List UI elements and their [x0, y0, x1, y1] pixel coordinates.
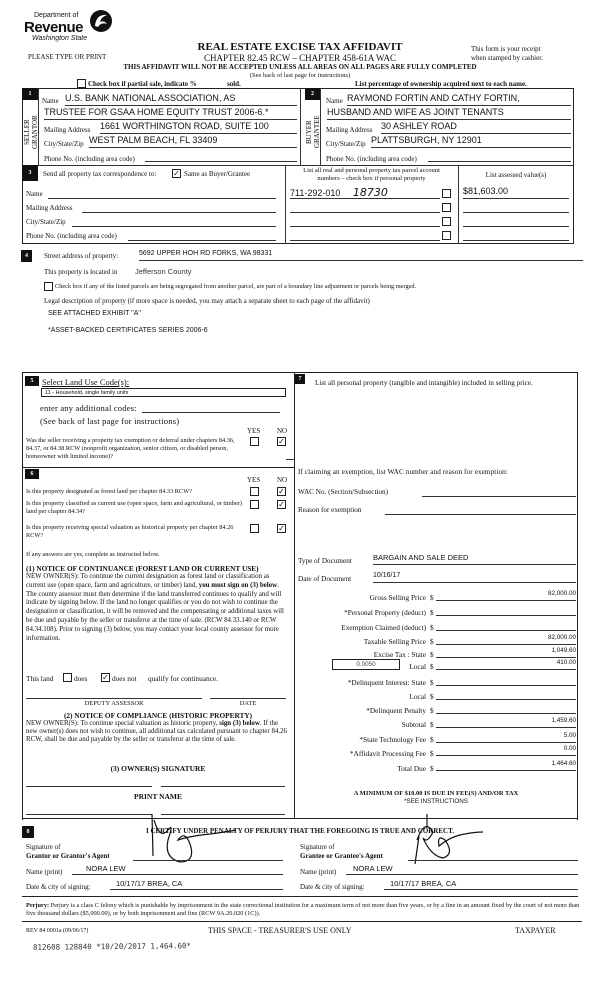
- section-1-number: 1: [22, 88, 38, 100]
- grantee-date-city-input[interactable]: 10/17/17 BREA, CA: [384, 879, 578, 890]
- buyer-name-line-1[interactable]: RAYMOND FORTIN AND CATHY FORTIN,: [347, 93, 571, 106]
- wac-number-label: WAC No. (Section/Subsection): [298, 488, 389, 496]
- section-divider-row: [22, 165, 574, 166]
- same-as-buyer-label: Same as Buyer/Grantee: [184, 170, 251, 178]
- section-divider-1-2: [300, 88, 301, 165]
- parcel-number-input[interactable]: [290, 214, 440, 227]
- corr-phone-input[interactable]: [128, 240, 276, 241]
- form-revision: REV 84 0001a (09/06/17): [26, 928, 89, 934]
- does-label: does: [74, 674, 88, 683]
- grantee-date-city-label: Date & city of signing:: [300, 883, 365, 891]
- grantor-signature-label-2: Grantor or Grantor's Agent: [26, 852, 110, 860]
- corr-city-input[interactable]: [72, 226, 276, 227]
- segregated-parcel-label: Check box if any of the listed parcels are being segregated from another parcel, are part of a boundary line adjustment or parcels being merged.: [55, 283, 417, 290]
- grantee-signature-line[interactable]: [408, 860, 578, 861]
- assessed-value-input[interactable]: [463, 228, 569, 241]
- assessed-value-input[interactable]: [463, 200, 569, 213]
- personal-property-label: List all personal property (tangible and intangible) included in selling price.: [315, 379, 533, 387]
- exemption-claim-label: If claiming an exemption, list WAC number and reason for exemption:: [298, 468, 508, 476]
- section-7-divider-left-tick: [286, 459, 294, 460]
- completion-warning: THIS AFFIDAVIT WILL NOT BE ACCEPTED UNLESS ALL AREAS ON ALL PAGES ARE FULLY COMPLETED: [123, 63, 477, 71]
- tax-line-label: *Delinquent Penalty: [366, 706, 426, 715]
- personal-property-checkbox[interactable]: [442, 189, 451, 198]
- dollar-sign: $: [430, 593, 434, 602]
- handwritten-annotation: 18730: [352, 186, 388, 199]
- parcel-header-1: List all real and personal property tax parcel account: [303, 167, 440, 174]
- section-5-number: 5: [25, 376, 39, 386]
- dollar-sign: $: [430, 662, 434, 671]
- does-qualify-checkbox[interactable]: [63, 673, 72, 682]
- see-back-instructions: (See back of last page for instructions): [249, 72, 351, 79]
- logo-line-state: Washington State: [32, 35, 88, 42]
- tax-line-label: *Delinquent Interest: State: [347, 678, 426, 687]
- buyer-phone-input[interactable]: [428, 150, 571, 162]
- grantee-signature-label-1: Signature of: [300, 843, 335, 851]
- exemption-question: Was the seller receiving a property tax exemption or deferral under chapters 84.36, 84.37, or 84.38 RCW (nonprofit organization, senior citizen, or disabled person, homeowner with limited income)?: [26, 437, 235, 460]
- tax-line-label: Excise Tax : State: [373, 650, 426, 659]
- deputy-assessor-label: DEPUTY ASSESSOR: [84, 700, 144, 707]
- please-type-or-print: PLEASE TYPE OR PRINT: [28, 53, 107, 61]
- dollar-sign: $: [430, 749, 434, 758]
- perjury-notice: Perjury: Perjury is a class C felony which is punishable by imprisonment in the state correctional institution for a maximum term of not more than five years, or by a fine in an amount fixed by the court of not more than five thousand dollars ($5,000.00), or by both imprisonment and fine (RCW 9A.20.020 (1C)).: [26, 902, 580, 917]
- notice-compliance-text: NEW OWNER(S): To continue special valuation as historic property, sign (3) below. If the new owner(s) does not wish to continue, all additional tax calculated pursuant to chapter 84.26 RCW, shall be due and payable by the seller or transferor at the time of sale.: [26, 720, 288, 743]
- assessor-date-line[interactable]: [210, 698, 286, 699]
- delinquent-interest-local-input[interactable]: [436, 689, 576, 700]
- section-divider-5-7: [294, 372, 295, 818]
- seller-name-line-2[interactable]: TRUSTEE FOR GSAA HOME EQUITY TRUST 2006-6.*: [44, 107, 297, 120]
- check-icon: ✓: [278, 524, 285, 533]
- forest-land-no-checkbox[interactable]: [277, 487, 286, 496]
- treasurer-use-only: THIS SPACE - TREASURER'S USE ONLY: [208, 926, 352, 935]
- delinquent-penalty-input[interactable]: [436, 703, 576, 714]
- tax-line-label: Total Due: [397, 764, 426, 773]
- section-2-number: 2: [305, 88, 320, 100]
- dor-logo: [22, 8, 132, 48]
- corr-name-label: Name: [26, 190, 43, 198]
- legal-description-line-1[interactable]: SEE ATTACHED EXHIBIT "A": [48, 310, 141, 317]
- parcel-header-2: numbers – check box if personal property: [317, 175, 426, 182]
- buyer-mailing-label: Mailing Address: [326, 126, 373, 134]
- minimum-fee-note: A MINIMUM OF $10.00 IS DUE IN FEE(S) AND/OR TAX: [353, 790, 519, 797]
- exemption-reason-label: Reason for exemption: [298, 506, 362, 514]
- buyer-city-input[interactable]: PLATTSBURGH, NY 12901: [371, 135, 571, 148]
- dollar-sign: $: [430, 764, 434, 773]
- subtotal-input[interactable]: 1,459.60: [436, 717, 576, 728]
- section-8-top-border: [22, 818, 578, 819]
- section-5-see-back: (See back of last page for instructions): [40, 416, 180, 426]
- current-use-yes-checkbox[interactable]: [250, 500, 259, 509]
- parcel-number-input[interactable]: 711-292-010 18730: [290, 186, 440, 199]
- grantor-name-print-input[interactable]: NORA LEW: [72, 864, 283, 875]
- exemption-no-checkbox[interactable]: [277, 437, 286, 446]
- seller-city-input[interactable]: WEST PALM BEACH, FL 33409: [89, 135, 297, 148]
- corr-city-label: City/State/Zip: [26, 218, 66, 226]
- buyer-name-line-2[interactable]: HUSBAND AND WIFE AS JOINT TENANTS: [327, 107, 571, 120]
- section-8-number: 8: [22, 826, 34, 838]
- seller-city-label: City/State/Zip: [44, 140, 84, 148]
- land-use-select[interactable]: 11 - Household, single family units: [41, 388, 286, 397]
- dollar-sign: $: [430, 678, 434, 687]
- partial-sale-label: Check box if partial sale, indicate %: [88, 80, 197, 88]
- see-instructions-note: *SEE INSTRUCTIONS: [403, 798, 469, 805]
- if-answers-yes-note: If any answers are yes, complete as instructed below.: [26, 551, 160, 558]
- logo-line-revenue: Revenue: [24, 19, 84, 36]
- section-4-number: 4: [21, 250, 32, 262]
- dollar-sign: $: [430, 637, 434, 646]
- this-land-label: This land: [26, 674, 54, 683]
- seller-phone-label: Phone No. (including area code): [44, 155, 135, 163]
- seller-mailing-input[interactable]: 1661 WORTHINGTON ROAD, SUITE 100: [100, 121, 297, 134]
- personal-property-input[interactable]: [300, 400, 570, 440]
- same-as-buyer-checkbox[interactable]: [172, 169, 181, 178]
- buyer-city-label: City/State/Zip: [326, 140, 366, 148]
- section-1-side-label: [23, 108, 37, 156]
- ownership-note: List percentage of ownership acquired next to each name.: [355, 80, 527, 88]
- taxable-selling-price-input[interactable]: 82,000.00: [436, 634, 576, 645]
- dollar-sign: $: [430, 623, 434, 632]
- street-address-input[interactable]: 5692 UPPER HOH RD FORKS, WA 98331: [139, 250, 583, 261]
- delinquent-interest-state-input[interactable]: [436, 675, 576, 686]
- parcel-number-input[interactable]: [290, 228, 440, 241]
- personal-property-deduct-input[interactable]: [436, 605, 576, 616]
- state-technology-fee-input[interactable]: 5.00: [436, 732, 576, 743]
- check-icon: ✓: [102, 673, 109, 682]
- form-subtitle: CHAPTER 82.45 RCW – CHAPTER 458-61A WAC: [204, 53, 396, 63]
- legal-description-label: Legal description of property (if more space is needed, you may attach a separate sheet to each page of the affidavit): [44, 297, 370, 305]
- print-name-label: PRINT NAME: [134, 792, 182, 801]
- owner-signature-title: (3) OWNER(S) SIGNATURE: [110, 764, 206, 773]
- located-in-label: This property is located in: [44, 268, 118, 276]
- deputy-assessor-line[interactable]: [26, 698, 202, 699]
- seller-phone-input[interactable]: [145, 150, 297, 162]
- affidavit-processing-fee-input[interactable]: 0.00: [436, 745, 576, 756]
- tax-line-label: Taxable Selling Price: [363, 637, 426, 646]
- taxpayer-copy-label: TAXPAYER: [515, 926, 556, 935]
- total-due-input[interactable]: 1,464.60: [436, 760, 576, 771]
- corr-mailing-label: Mailing Address: [26, 204, 73, 212]
- forest-land-yes-checkbox[interactable]: [250, 487, 259, 496]
- street-address-label: Street address of property:: [44, 252, 119, 260]
- personal-property-checkbox[interactable]: [442, 203, 451, 212]
- historic-no-checkbox[interactable]: [277, 524, 286, 533]
- current-use-no-checkbox[interactable]: [277, 500, 286, 509]
- section-6-no-header: NO: [277, 476, 288, 484]
- county-value[interactable]: Jefferson County: [135, 267, 192, 276]
- tax-line-label: *Affidavit Processing Fee: [349, 749, 426, 758]
- tax-line-label: Gross Selling Price: [369, 593, 426, 602]
- tax-line-label: Local: [409, 662, 426, 671]
- assessed-value-input[interactable]: $81,603.00: [463, 186, 569, 199]
- buyer-phone-label: Phone No. (including area code): [326, 155, 417, 163]
- check-icon: ✓: [278, 437, 285, 446]
- assessor-date-label: DATE: [239, 700, 257, 707]
- section-5-yes-header: YES: [247, 427, 261, 435]
- seller-mailing-label: Mailing Address: [44, 126, 91, 134]
- does-not-label: does not: [112, 674, 137, 683]
- qualify-label: qualify for continuance.: [148, 674, 218, 683]
- legal-description-line-2[interactable]: *ASSET-BACKED CERTIFICATES SERIES 2006-6: [48, 327, 208, 334]
- gross-selling-price-input[interactable]: 82,000.00: [436, 590, 576, 601]
- document-type-input[interactable]: BARGAIN AND SALE DEED: [373, 553, 576, 565]
- tax-line-label: *State Technology Fee: [359, 735, 426, 744]
- buyer-label: BUYER: [305, 120, 313, 144]
- partial-sale-sold: sold.: [227, 80, 241, 88]
- print-name-line-1[interactable]: [26, 814, 152, 815]
- grantor-date-city-label: Date & city of signing:: [26, 883, 91, 891]
- partial-sale-checkbox[interactable]: [77, 79, 86, 88]
- grantor-date-city-input[interactable]: 10/17/17 BREA, CA: [110, 879, 283, 890]
- tax-line-label: Exemption Claimed (deduct): [341, 623, 426, 632]
- section-8-bottom-border: [22, 896, 578, 897]
- section-6-number: 6: [25, 469, 39, 479]
- document-date-input[interactable]: 10/16/17: [373, 572, 576, 583]
- logo-line-department: Department of: [34, 12, 79, 19]
- grantee-label: GRANTEE: [313, 115, 321, 149]
- additional-codes-label: enter any additional codes:: [40, 403, 137, 413]
- buyer-mailing-input[interactable]: 30 ASHLEY ROAD: [381, 121, 571, 134]
- land-use-label: Select Land Use Code(s):: [42, 377, 130, 387]
- dollar-sign: $: [430, 706, 434, 715]
- seller-name-line-1[interactable]: U.S. BANK NATIONAL ASSOCIATION, AS: [65, 93, 297, 106]
- section-5-6-divider: [22, 467, 294, 468]
- wac-number-input[interactable]: [422, 487, 576, 497]
- personal-property-checkbox[interactable]: [442, 217, 451, 226]
- receipt-note-1: This form is your receipt: [471, 45, 541, 53]
- send-correspondence-label: Send all property tax correspondence to:: [43, 170, 157, 178]
- grantee-signature-label-2: Grantee or Grantee's Agent: [300, 852, 383, 860]
- dollar-sign: $: [430, 720, 434, 729]
- parcel-number-input[interactable]: [290, 200, 440, 213]
- corr-name-input[interactable]: [48, 198, 276, 199]
- assessed-header: List assessed value(s): [485, 171, 547, 179]
- personal-property-checkbox[interactable]: [442, 231, 451, 240]
- owner-signature-line-1[interactable]: [26, 786, 152, 787]
- does-not-qualify-checkbox[interactable]: [101, 673, 110, 682]
- grantor-label: GRANTOR: [31, 115, 39, 149]
- notice-continuance-title: (1) NOTICE OF CONTINUANCE (FOREST LAND OR CURRENT USE): [26, 564, 259, 573]
- document-type-label: Type of Document: [298, 557, 352, 565]
- dollar-sign: $: [430, 608, 434, 617]
- dollar-sign: $: [430, 650, 434, 659]
- excise-tax-state-input[interactable]: 1,049.60: [436, 647, 576, 658]
- section-5-no-header: NO: [277, 427, 288, 435]
- check-icon: ✓: [173, 169, 180, 178]
- notice-compliance-title: (2) NOTICE OF COMPLIANCE (HISTORIC PROPERTY): [63, 711, 253, 720]
- section-6-yes-header: YES: [247, 476, 261, 484]
- seller-name-label: Name: [42, 97, 59, 105]
- grantor-signature-line[interactable]: [133, 860, 283, 861]
- check-icon: ✓: [278, 500, 285, 509]
- segregated-parcel-checkbox[interactable]: [44, 282, 53, 291]
- buyer-name-label: Name: [326, 97, 343, 105]
- grantee-name-print-label: Name (print): [300, 868, 337, 876]
- exemption-reason-input[interactable]: [385, 505, 576, 515]
- corr-mailing-input[interactable]: [82, 212, 276, 213]
- local-rate-box[interactable]: 0.0050: [332, 659, 400, 670]
- notice-continuance-text: NEW OWNER(S): To continue the current designation as forest land or classification as current use (open space, farm and agriculture, or timber) land, you must sign on (3) below. The county assessor must then determine if the land transferred continues to qualify and will indicate by signing below. If the land no longer qualifies or you do not wish to continue the designation or classification, it will be removed and the compensating or additional taxes will be due and payable by the seller or transferor at the time of sale. (RCW 84.33.140 or RCW 84.34.108). Prior to signing (3) below, you may contact your local county assessor for more information.: [26, 573, 284, 642]
- treasurer-stamp: 812608 128840 *10/20/2017 1,464.60*: [32, 941, 192, 952]
- corr-phone-label: Phone No. (including area code): [26, 232, 117, 240]
- exemption-claimed-input[interactable]: [436, 620, 576, 631]
- section-2-side-label: [305, 108, 319, 156]
- excise-tax-local-input[interactable]: 410.00: [436, 659, 576, 670]
- dollar-sign: $: [430, 735, 434, 744]
- section-7-number: 7: [295, 374, 305, 384]
- form-title: REAL ESTATE EXCISE TAX AFFIDAVIT: [197, 41, 403, 53]
- exemption-yes-checkbox[interactable]: [250, 437, 259, 446]
- grantee-name-print-input[interactable]: NORA LEW: [346, 864, 578, 875]
- grantor-name-print-label: Name (print): [26, 868, 63, 876]
- historic-yes-checkbox[interactable]: [250, 524, 259, 533]
- dollar-sign: $: [430, 692, 434, 701]
- check-icon: ✓: [278, 487, 285, 496]
- owner-signature-line-2[interactable]: [161, 786, 285, 787]
- document-date-label: Date of Document: [298, 575, 352, 583]
- tax-line-label: *Personal Property (deduct): [344, 608, 426, 617]
- additional-codes-input[interactable]: [142, 412, 280, 413]
- dor-swoosh-logo-icon: [89, 8, 113, 34]
- tax-line-label: Local: [409, 692, 426, 701]
- grantor-signature-label-1: Signature of: [26, 843, 61, 851]
- perjury-certification: I CERTIFY UNDER PENALTY OF PERJURY THAT THE FOREGOING IS TRUE AND CORRECT.: [145, 827, 454, 835]
- assessed-value-input[interactable]: [463, 214, 569, 227]
- seller-label: SELLER: [23, 119, 31, 145]
- footer-divider: [22, 921, 582, 922]
- section-3-number: 3: [22, 165, 38, 181]
- receipt-note-2: when stamped by cashier.: [471, 54, 543, 62]
- tax-line-label: Subtotal: [401, 720, 426, 729]
